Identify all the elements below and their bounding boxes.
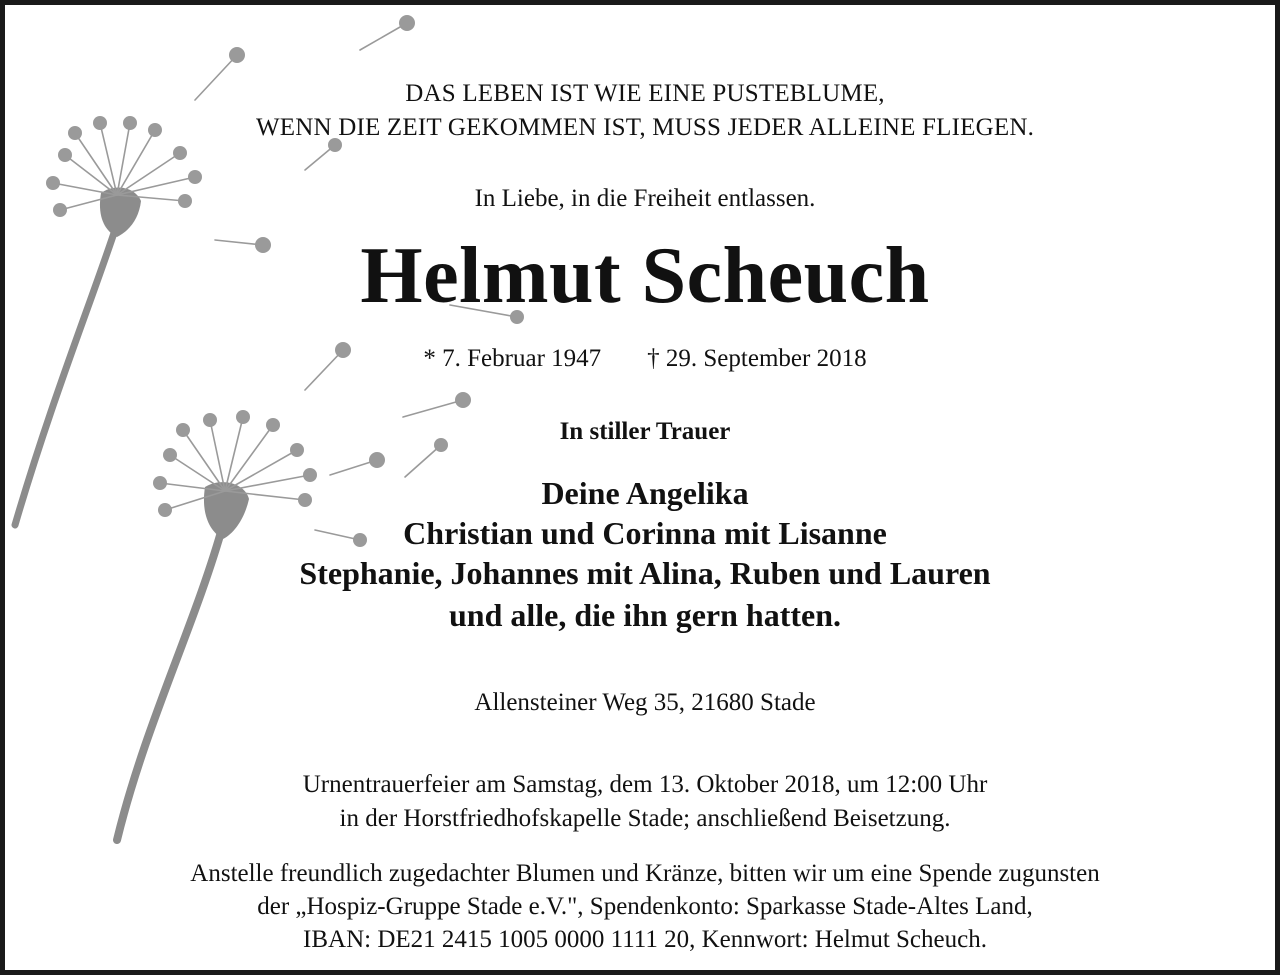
mourner-line-3: Stephanie, Johannes mit Alina, Ruben und Lauren bbox=[299, 555, 991, 591]
birth-date: * 7. Februar 1947 bbox=[423, 345, 602, 372]
mourner-line-2: Christian und Corinna mit Lisanne bbox=[403, 515, 887, 551]
mourner-line-4: und alle, die ihn gern hatten. bbox=[448, 597, 842, 633]
address-text: Allensteiner Weg 35, 21680 Stade bbox=[474, 689, 816, 716]
life-dates bbox=[5, 342, 1280, 375]
donation-line-3: IBAN: DE21 2415 1005 0000 1111 20, Kennwort: Helmut Scheuch. bbox=[303, 926, 987, 953]
mourner-line-1: Deine Angelika bbox=[541, 475, 749, 511]
ceremony-line-2: in der Horstfriedhofskapelle Stade; anschließend Beisetzung. bbox=[339, 805, 951, 832]
mourning-header: In stiller Trauer bbox=[559, 418, 731, 445]
motto-line-1: DAS LEBEN IST WIE EINE PUSTEBLUME, bbox=[405, 80, 885, 107]
death-date: † 29. September 2018 bbox=[647, 345, 867, 372]
ceremony-line-1: Urnentrauerfeier am Samstag, dem 13. Oktober 2018, um 12:00 Uhr bbox=[302, 771, 988, 798]
deceased-name: Helmut Scheuch bbox=[360, 232, 930, 320]
donation-line-2: der „Hospiz-Gruppe Stade e.V.", Spendenkonto: Sparkasse Stade-Altes Land, bbox=[257, 893, 1033, 920]
motto-line-2: WENN DIE ZEIT GEKOMMEN IST, MUSS JEDER ALLEINE FLIEGEN. bbox=[255, 114, 1035, 141]
intro-text: In Liebe, in die Freiheit entlassen. bbox=[474, 185, 816, 212]
donation-line-1: Anstelle freundlich zugedachter Blumen und Kränze, bitten wir um eine Spende zugunsten bbox=[190, 860, 1100, 887]
